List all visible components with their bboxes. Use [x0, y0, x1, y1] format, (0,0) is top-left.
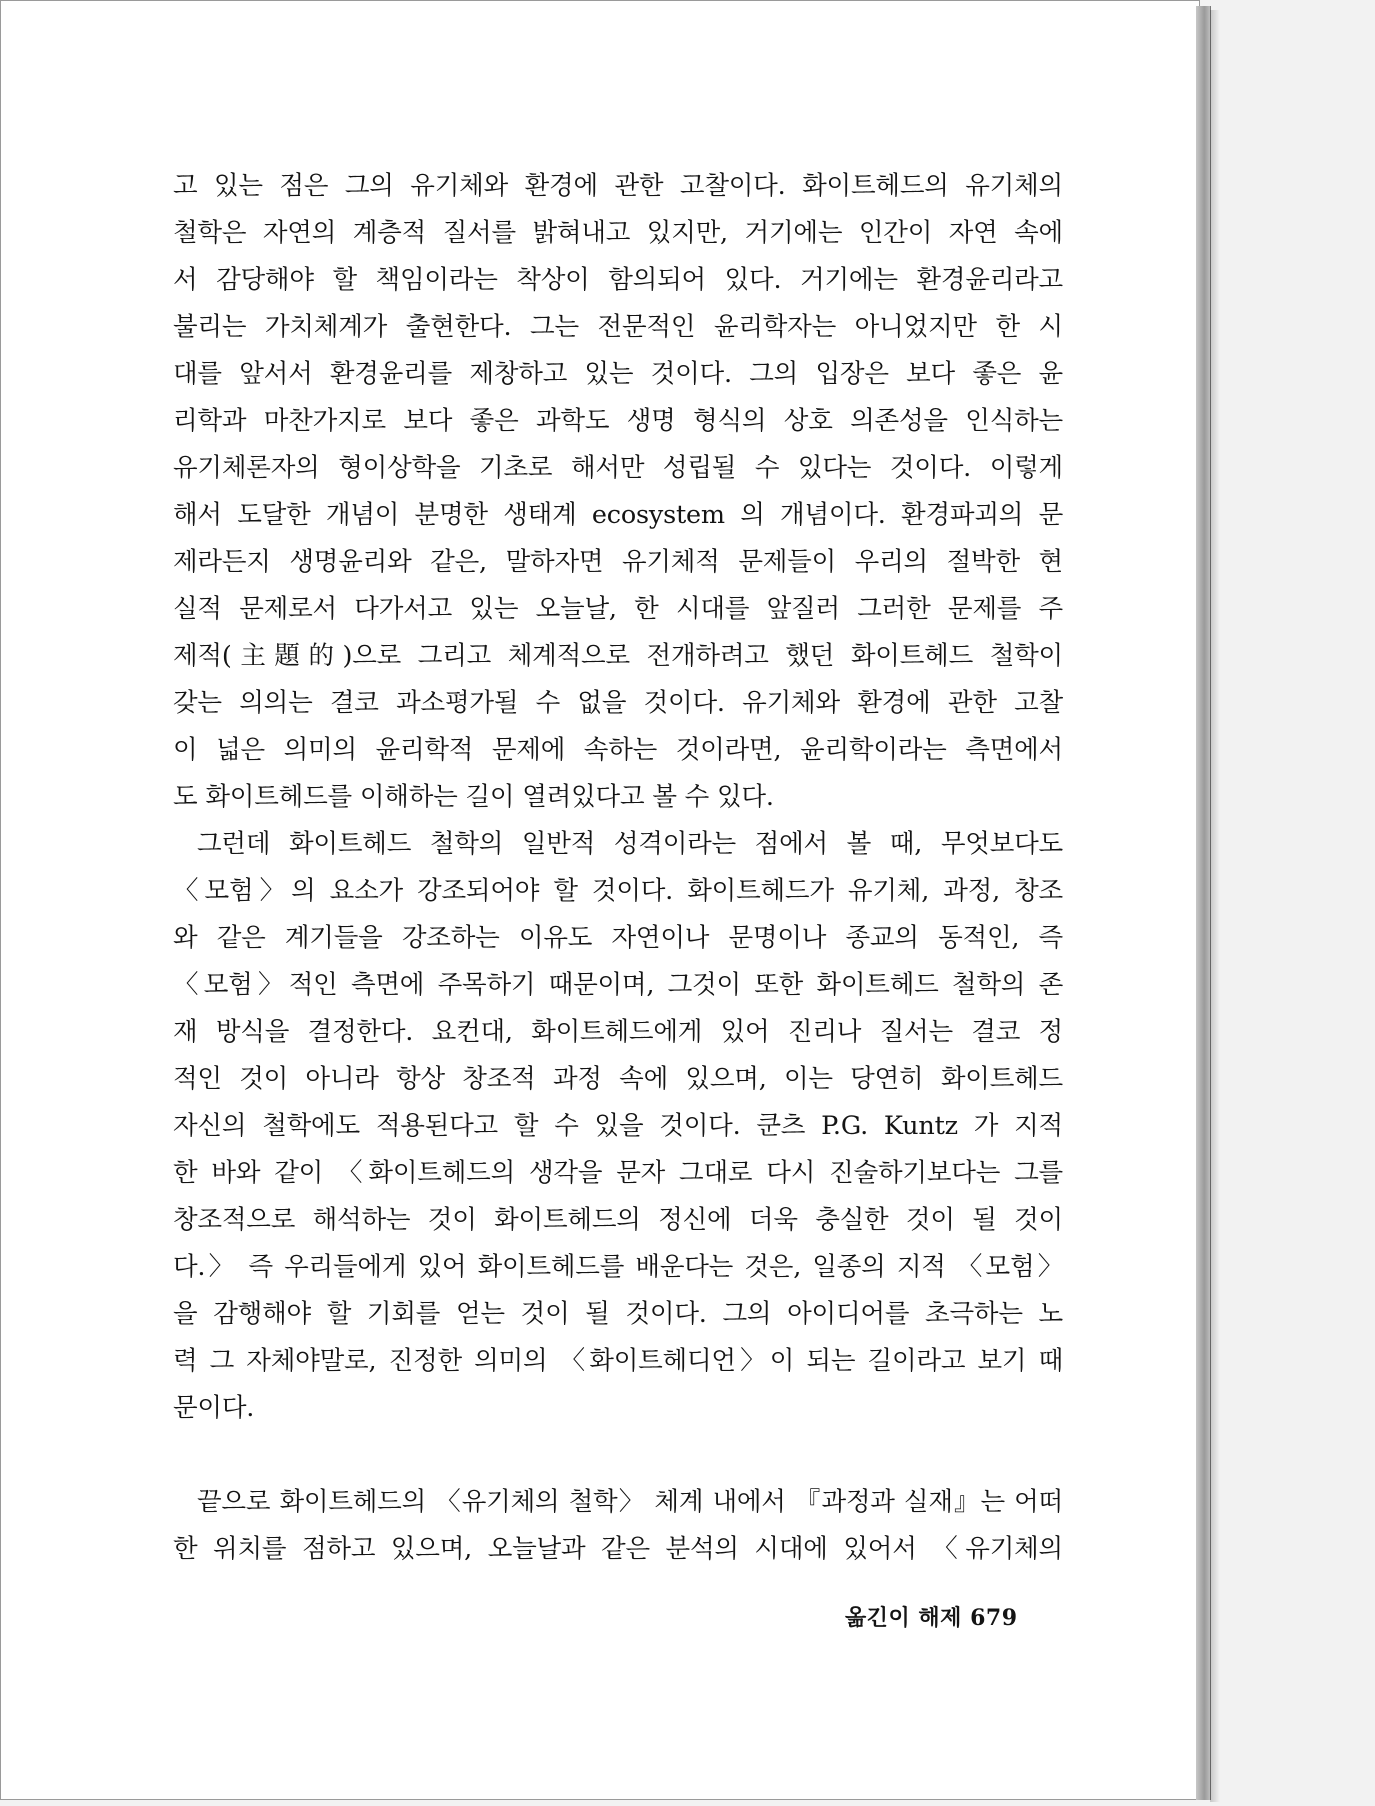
text-line: 불리는 가치체계가 출현한다. 그는 전문적인 윤리학자는 아니었지만 한 시	[173, 312, 1063, 342]
page-shadow	[1210, 10, 1220, 1802]
text-line: 해서 도달한 개념이 분명한 생태계 ecosystem 의 개념이다. 환경파괴의 문	[173, 500, 1063, 530]
paragraph-3	[173, 1479, 1063, 1573]
paragraph-2	[173, 821, 1063, 1432]
text-line: 다.〉 즉 우리들에게 있어 화이트헤드를 배운다는 것은, 일종의 지적 〈모험〉	[173, 1252, 1063, 1282]
text-line: 그런데 화이트헤드 철학의 일반적 성격이라는 점에서 볼 때, 무엇보다도	[197, 829, 1063, 859]
text-line: 갖는 의의는 결코 과소평가될 수 없을 것이다. 유기체와 환경에 관한 고찰	[173, 688, 1063, 718]
page-footer	[845, 1601, 1018, 1632]
text-line: 철학은 자연의 계층적 질서를 밝혀내고 있지만, 거기에는 인간이 자연 속에	[173, 218, 1063, 248]
text-line: 〈모험〉적인 측면에 주목하기 때문이며, 그것이 또한 화이트헤드 철학의 존	[173, 970, 1063, 1000]
text-line: 와 같은 계기들을 강조하는 이유도 자연이나 문명이나 종교의 동적인, 즉	[173, 923, 1063, 953]
text-line: 적인 것이 아니라 항상 창조적 과정 속에 있으며, 이는 당연히 화이트헤드	[173, 1064, 1063, 1094]
running-title: 옮긴이 해제	[845, 1605, 962, 1631]
text-line: 실적 문제로서 다가서고 있는 오늘날, 한 시대를 앞질러 그러한 문제를 주	[173, 594, 1063, 624]
page-number: 679	[970, 1605, 1018, 1631]
text-line: 제적(主題的)으로 그리고 체계적으로 전개하려고 했던 화이트헤드 철학이	[173, 641, 1063, 671]
text-line: 서 감당해야 할 책임이라는 착상이 함의되어 있다. 거기에는 환경윤리라고	[173, 265, 1063, 295]
text-line: 한 위치를 점하고 있으며, 오늘날과 같은 분석의 시대에 있어서 〈유기체의	[173, 1534, 1063, 1564]
text-line: 문이다.	[173, 1393, 255, 1423]
paragraph-1	[173, 163, 1063, 821]
text-line: 끝으로 화이트헤드의 〈유기체의 철학〉 체계 내에서 『과정과 실재』는 어떠	[197, 1487, 1063, 1517]
page-edge	[1196, 6, 1211, 1800]
text-line: 대를 앞서서 환경윤리를 제창하고 있는 것이다. 그의 입장은 보다 좋은 윤	[173, 359, 1063, 389]
text-line: 을 감행해야 할 기회를 얻는 것이 될 것이다. 그의 아이디어를 초극하는 노	[173, 1299, 1063, 1329]
text-line: 자신의 철학에도 적용된다고 할 수 있을 것이다. 쿤츠 P.G. Kuntz 가 지적	[173, 1111, 1063, 1141]
text-line: 〈모험〉의 요소가 강조되어야 할 것이다. 화이트헤드가 유기체, 과정, 창조	[173, 876, 1063, 906]
text-line: 이 넓은 의미의 윤리학적 문제에 속하는 것이라면, 윤리학이라는 측면에서	[173, 735, 1063, 765]
text-line: 유기체론자의 형이상학을 기초로 해서만 성립될 수 있다는 것이다. 이렇게	[173, 453, 1063, 483]
text-line: 리학과 마찬가지로 보다 좋은 과학도 생명 형식의 상호 의존성을 인식하는	[173, 406, 1063, 436]
page-body	[173, 163, 1063, 1573]
text-line: 력 그 자체야말로, 진정한 의미의 〈화이트헤디언〉이 되는 길이라고 보기 때	[173, 1346, 1063, 1376]
text-line: 한 바와 같이 〈화이트헤드의 생각을 문자 그대로 다시 진술하기보다는 그를	[173, 1158, 1063, 1188]
text-line: 창조적으로 해석하는 것이 화이트헤드의 정신에 더욱 충실한 것이 될 것이	[173, 1205, 1063, 1235]
text-line: 재 방식을 결정한다. 요컨대, 화이트헤드에게 있어 진리나 질서는 결코 정	[173, 1017, 1063, 1047]
text-line: 고 있는 점은 그의 유기체와 환경에 관한 고찰이다. 화이트헤드의 유기체의	[173, 171, 1063, 201]
text-line: 제라든지 생명윤리와 같은, 말하자면 유기체적 문제들이 우리의 절박한 현	[173, 547, 1063, 577]
text-line: 도 화이트헤드를 이해하는 길이 열려있다고 볼 수 있다.	[173, 782, 774, 812]
